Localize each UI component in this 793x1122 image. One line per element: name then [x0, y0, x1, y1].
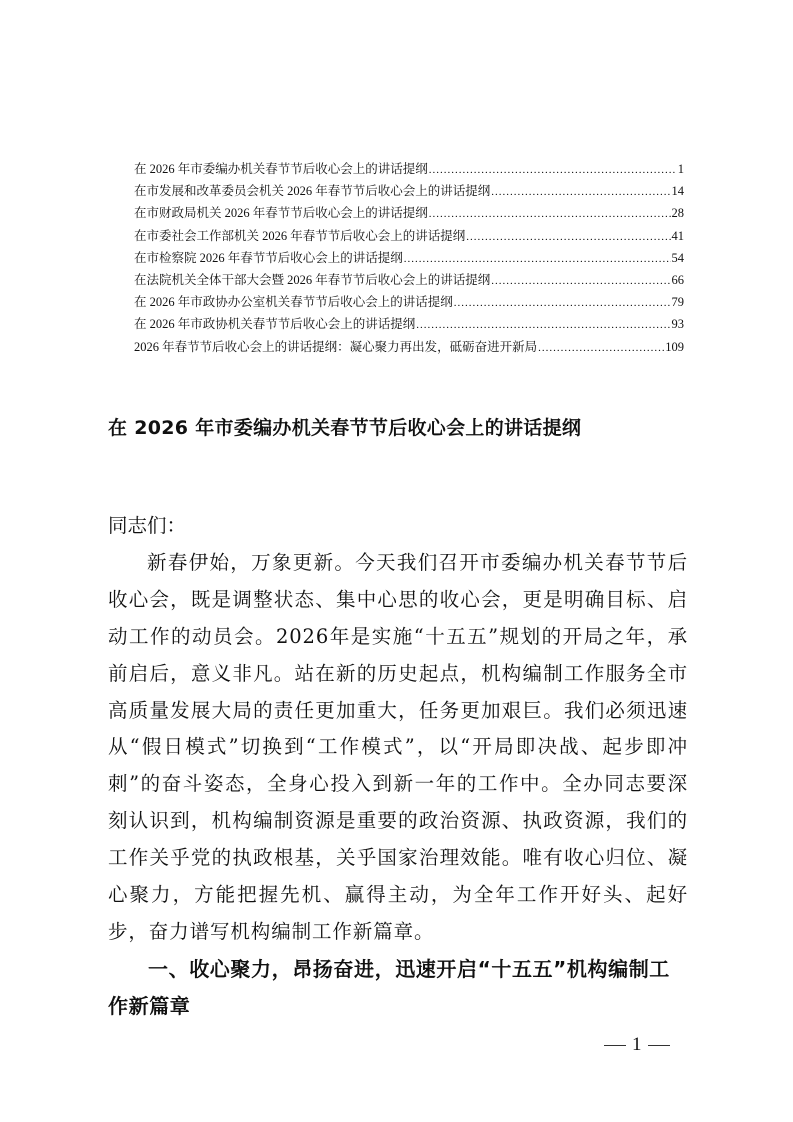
toc-entry[interactable]: [134, 203, 684, 225]
toc-entry[interactable]: [134, 292, 684, 314]
toc-entry[interactable]: [134, 159, 684, 181]
toc-leader-dots: [404, 253, 671, 265]
toc-entry-title: 在法院机关全体干部大会暨 2026 年春节节后收心会上的讲话提纲: [134, 272, 491, 287]
toc-leader-dots: [416, 319, 670, 331]
toc-leader-dots: [538, 342, 664, 354]
toc-entry[interactable]: [134, 181, 684, 203]
page-number-value: 1: [632, 1034, 642, 1055]
toc-entry-page: 14: [671, 184, 684, 199]
toc-entry-title: 在 2026 年市政协机关春节节后收心会上的讲话提纲: [134, 317, 416, 332]
toc-leader-dots: [429, 164, 677, 176]
page-number: [598, 1034, 676, 1056]
toc-entry-title: 在 2026 年市政协办公室机关春节节后收心会上的讲话提纲: [134, 295, 453, 310]
toc-entry-page: 66: [671, 272, 684, 287]
document-title: 在 2026 年市委编办机关春节节后收心会上的讲话提纲: [108, 417, 582, 439]
toc-entry-page: 1: [677, 162, 684, 176]
toc-leader-dots: [429, 208, 671, 220]
toc-entry-title: 在市检察院 2026 年春节节后收心会上的讲话提纲: [134, 250, 403, 265]
document-body: [108, 508, 688, 1025]
table-of-contents: [134, 159, 684, 359]
toc-entry-title: 在市发展和改革委员会机关 2026 年春节节后收心会上的讲话提纲: [134, 184, 491, 199]
dash-right: [648, 1045, 670, 1046]
toc-entry-page: 54: [671, 250, 684, 265]
toc-entry[interactable]: [134, 270, 684, 292]
salutation: 同志们：: [108, 514, 187, 537]
toc-entry-page: 79: [671, 295, 684, 310]
toc-entry[interactable]: [134, 314, 684, 336]
toc-leader-dots: [491, 275, 670, 287]
toc-leader-dots: [466, 231, 670, 243]
toc-entry-page: 28: [671, 206, 684, 221]
toc-entry-page: 93: [671, 317, 684, 332]
toc-entry-title: 在市财政局机关 2026 年春节节后收心会上的讲话提纲: [134, 206, 428, 221]
toc-entry-page: 109: [665, 339, 684, 354]
toc-entry[interactable]: [134, 248, 684, 270]
toc-entry-title: 在 2026 年市委编办机关春节节后收心会上的讲话提纲: [134, 162, 428, 176]
section-heading: 一、收心聚力，昂扬奋进，迅速开启“十五五”机构编制工作新篇章: [108, 956, 670, 1018]
toc-entry[interactable]: [134, 337, 684, 359]
body-paragraph: 新春伊始，万象更新。今天我们召开市委编办机关春节节后收心会，既是调整状态、集中心思的收心会，更是明确目标、启动工作的动员会。2026年是实施“十五五”规划的开局之年，承前启后，意义非凡。站在新的历史起点，机构编制工作服务全市高质量发展大局的责任更加重大，任务更加艰巨。我们必须迅速从“假日模式”切换到“工作模式”，以“开局即决战、起步即冲刺”的奋斗姿态，全身心投入到新一年的工作中。全办同志要深刻认识到，机构编制资源是重要的政治资源、执政资源，我们的工作关乎党的执政根基，关乎国家治理效能。唯有收心归位、凝心聚力，方能把握先机、赢得主动，为全年工作开好头、起好步，奋力谱写机构编制工作新篇章。: [108, 550, 688, 943]
toc-leader-dots: [454, 297, 671, 309]
toc-entry-title: 在市委社会工作部机关 2026 年春节节后收心会上的讲话提纲: [134, 228, 466, 243]
dash-left: [604, 1045, 626, 1046]
toc-entry-page: 41: [671, 228, 684, 243]
toc-leader-dots: [491, 186, 670, 198]
toc-entry-title: 2026 年春节节后收心会上的讲话提纲：凝心聚力再出发，砥砺奋进开新局: [134, 339, 538, 354]
toc-entry[interactable]: [134, 226, 684, 248]
